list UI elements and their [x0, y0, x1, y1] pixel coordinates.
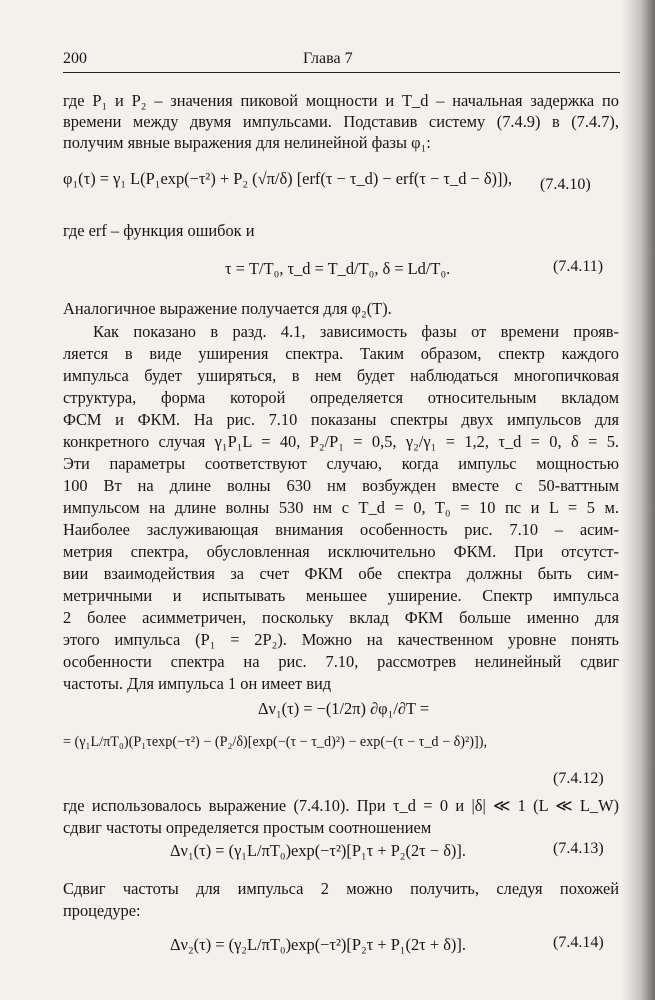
text-line: Как показано в разд. 4.1, зависимость фазы от времени прояв- [93, 322, 619, 341]
text-line: частоты. Для импульса 1 он имеет вид [63, 674, 332, 693]
binding-shadow [621, 0, 655, 1000]
text-line: Аналогичное выражение получается для φ₂(T). [63, 299, 392, 318]
equation-7-4-11: τ = T/T₀, τ_d = T_d/T₀, δ = Ld/T₀. [225, 259, 451, 278]
equation-7-4-10: φ₁(τ) = γ₁ L(P₁exp(−τ²) + P₂ (√π/δ) [erf(τ − τ_d) − erf(τ − τ_d − δ)]), [63, 169, 513, 188]
equation-number: (7.4.14) [553, 934, 604, 951]
equation-7-4-12-top: Δν₁(τ) = −(1/2π) ∂φ₁/∂T = [258, 699, 430, 718]
text-line: импульса будет уширяться, в нем будет наблюдаться многопичковая [63, 366, 619, 385]
text-line: особенности спектра на рис. 7.10, рассмотрев нелинейный сдвиг [63, 652, 619, 671]
text-line: Сдвиг частоты для импульса 2 можно получить, следуя похожей [63, 879, 619, 898]
equation-number: (7.4.11) [553, 258, 604, 275]
text-line: конкретного случая γ₁P₁L = 40, P₂/P₁ = 0,5, γ₂/γ₁ = 1,2, τ_d = 0, δ = 5. [63, 432, 619, 451]
equation-7-4-13: Δν₁(τ) = (γ₁L/πT₀)exp(−τ²)[P₁τ + P₂(2τ − δ)]. [170, 841, 466, 860]
text-line: этого импульса (P₁ = 2P₂). Можно на качественном уровне понять [63, 630, 619, 649]
text-line: где erf – функция ошибок и [63, 221, 255, 240]
equation-7-4-14: Δν₂(τ) = (γ₂L/πT₀)exp(−τ²)[P₂τ + P₁(2τ + δ)]. [170, 935, 466, 954]
running-header [63, 50, 618, 72]
text-line: 2 более асимметричен, поскольку вклад ФКМ больше именно для [63, 608, 619, 627]
text-line: ФСМ и ФКМ. На рис. 7.10 показаны спектры двух импульсов для [63, 410, 619, 429]
equation-number: (7.4.12) [553, 770, 604, 787]
text-line: Наиболее заслуживающая внимания особенность рис. 7.10 – асим- [63, 520, 619, 539]
text-line: где использовалось выражение (7.4.10). При τ_d = 0 и |δ| ≪ 1 (L ≪ L_W) [63, 796, 619, 815]
text-line: импульсом на длине волны 530 нм с T_d = 0, T₀ = 10 пс и L = 5 м. [63, 498, 619, 517]
text-line: метричными и испытывать меньшее уширение. Спектр импульса [63, 586, 619, 605]
text-line: сдвиг частоты определяется простым соотношением [63, 818, 432, 837]
header-rule [63, 72, 620, 73]
text-line: Эти параметры соответствуют случаю, когда импульс мощностью [63, 454, 619, 473]
page-number: 200 [63, 50, 87, 67]
equation-7-4-12-bottom: = (γ₁L/πT₀)(P₁τexp(−τ²) − (P₂/δ)[exp(−(τ − τ_d)²) − exp(−(τ − τ_d − δ)²)]), [63, 734, 487, 750]
text-line: вии взаимодействия за счет ФКМ обе спектра должны быть сим- [63, 564, 619, 583]
text-line: структура, форма которой определяется относительным вкладом [63, 388, 619, 407]
text-line: ляется в виде уширения спектра. Таким образом, спектр каждого [63, 344, 619, 363]
text-line: получим явные выражения для нелинейной фазы φ₁: [63, 133, 431, 152]
equation-number: (7.4.10) [540, 176, 591, 193]
chapter-title: Глава 7 [303, 50, 353, 67]
text-line: процедуре: [63, 901, 141, 920]
text-line: 100 Вт на длине волны 630 нм возбужден вместе с 50-ваттным [63, 476, 619, 495]
text-line: где P₁ и P₂ – значения пиковой мощности и T_d – начальная задержка по [63, 91, 619, 110]
equation-number: (7.4.13) [553, 840, 604, 857]
text-line: времени между двумя импульсами. Подставив систему (7.4.9) в (7.4.7), [63, 112, 619, 131]
text-line: метрия спектра, обусловленная исключительно ФКМ. При отсутст- [63, 542, 619, 561]
